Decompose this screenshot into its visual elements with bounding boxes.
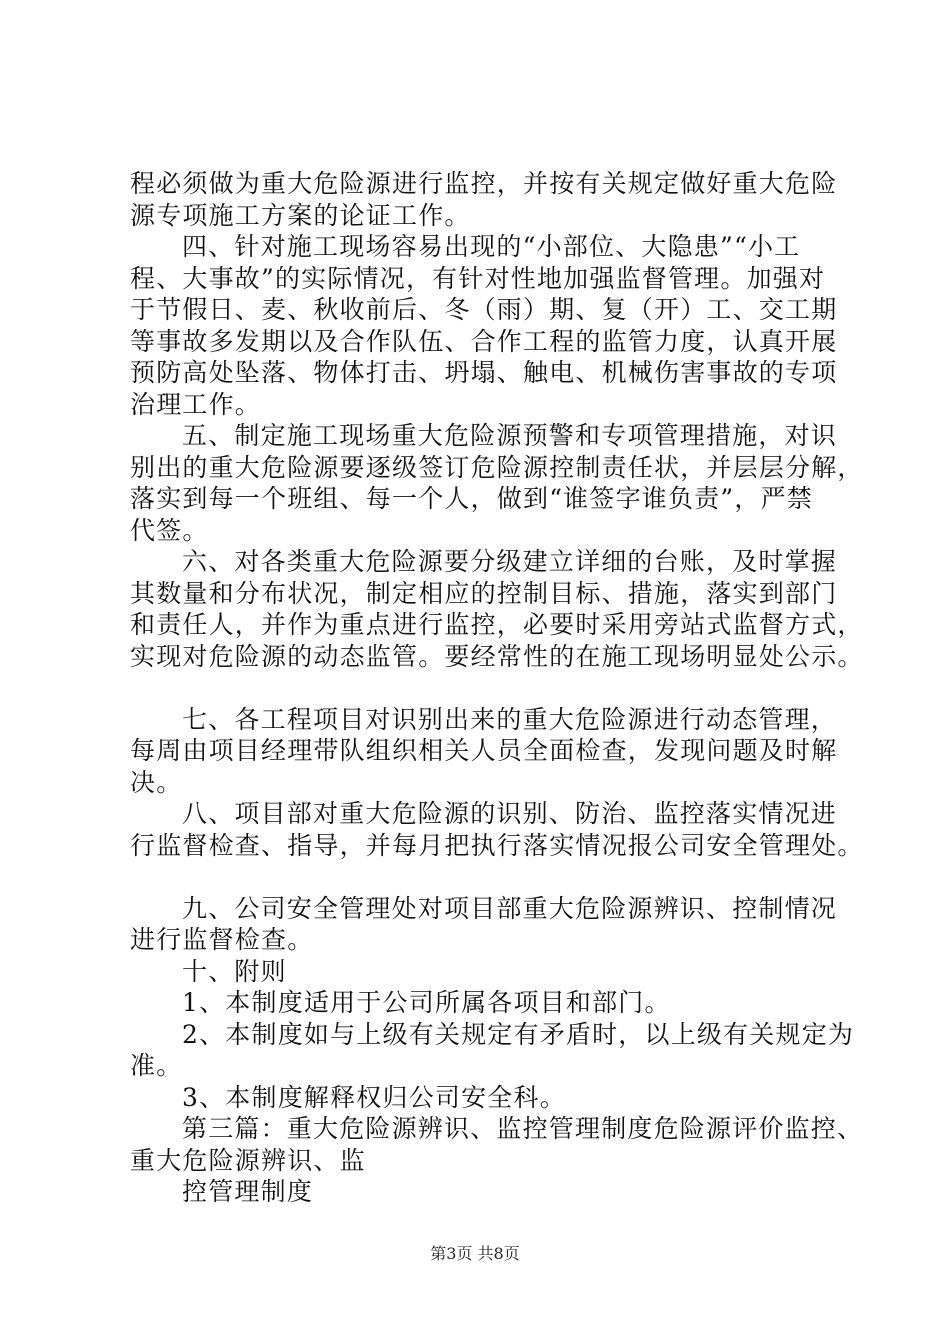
text-line: 等事故多发期以及合作队伍、合作工程的监管力度，认真开展 [130,326,838,356]
text-line: 代签。 [130,515,209,545]
text-line: 预防高处坠落、物体打击、坍塌、触电、机械伤害事故的专项 [130,358,838,387]
text-line: 源专项施工方案的论证工作。 [130,200,471,230]
clause-2-line: 2、本制度如与上级有关规定有矛盾时，以上级有关规定为 [182,1019,855,1049]
section-ten-heading: 十、附则 [182,956,287,986]
text-line: 行监督检查、指导，并每月把执行落实情况报公司安全管理处。 [130,830,864,860]
chapter-three-title-line: 控管理制度 [182,1177,314,1206]
clause-3-line: 3、本制度解释权归公司安全科。 [182,1082,566,1112]
section-nine-line: 九、公司安全管理处对项目部重大危险源辨识、控制情况 [182,893,838,923]
section-seven-line: 七、各工程项目对识别出来的重大危险源进行动态管理， [182,704,838,734]
text-line: 准。 [130,1051,183,1080]
section-five-line: 五、制定施工现场重大危险源预警和专项管理措施，对识 [182,421,838,450]
section-six-line: 六、对各类重大危险源要分级建立详细的台账，及时掌握 [182,547,838,576]
document-body [130,168,864,1208]
paragraph-gap [130,672,842,704]
chapter-three-title-line: 第三篇：重大危险源辨识、监控管理制度危险源评价监控、 [182,1114,864,1143]
chapter-three-title-line: 重大危险源辨识、监 [130,1145,366,1175]
text-line: 决。 [130,767,183,797]
text-line: 程、大事故”的实际情况，有针对性地加强监督管理。加强对 [130,263,826,293]
text-line: 实现对危险源的动态监管。要经常性的在施工现场明显处公示。 [130,641,864,671]
paragraph-gap [130,861,842,893]
text-line: 进行监督检查。 [130,925,314,954]
section-eight-line: 八、项目部对重大危险源的识别、防治、监控落实情况进 [182,799,838,828]
text-line: 和责任人，并作为重点进行监控，必要时采用旁站式监督方式， [130,610,864,639]
text-line: 其数量和分布状况，制定相应的控制目标、措施，落实到部门 [130,578,838,608]
text-line: 落实到每一个班组、每一个人，做到“谁签字谁负责”，严禁 [130,484,813,513]
text-line: 程必须做为重大危险源进行监控，并按有关规定做好重大危险 [130,169,838,198]
section-four-line: 四、针对施工现场容易出现的“小部位、大隐患”“小工 [182,232,801,261]
page-number-footer: 第3页 共8页 [430,1244,520,1263]
text-line: 治理工作。 [130,389,262,419]
text-line: 每周由项目经理带队组织相关人员全面检查，发现问题及时解 [130,736,838,765]
text-line: 于节假日、麦、秋收前后、冬（雨）期、复（开）工、交工期 [130,295,838,324]
text-line: 别出的重大危险源要逐级签订危险源控制责任状，并层层分解， [130,452,864,482]
clause-1-line: 1、本制度适用于公司所属各项目和部门。 [182,988,671,1017]
